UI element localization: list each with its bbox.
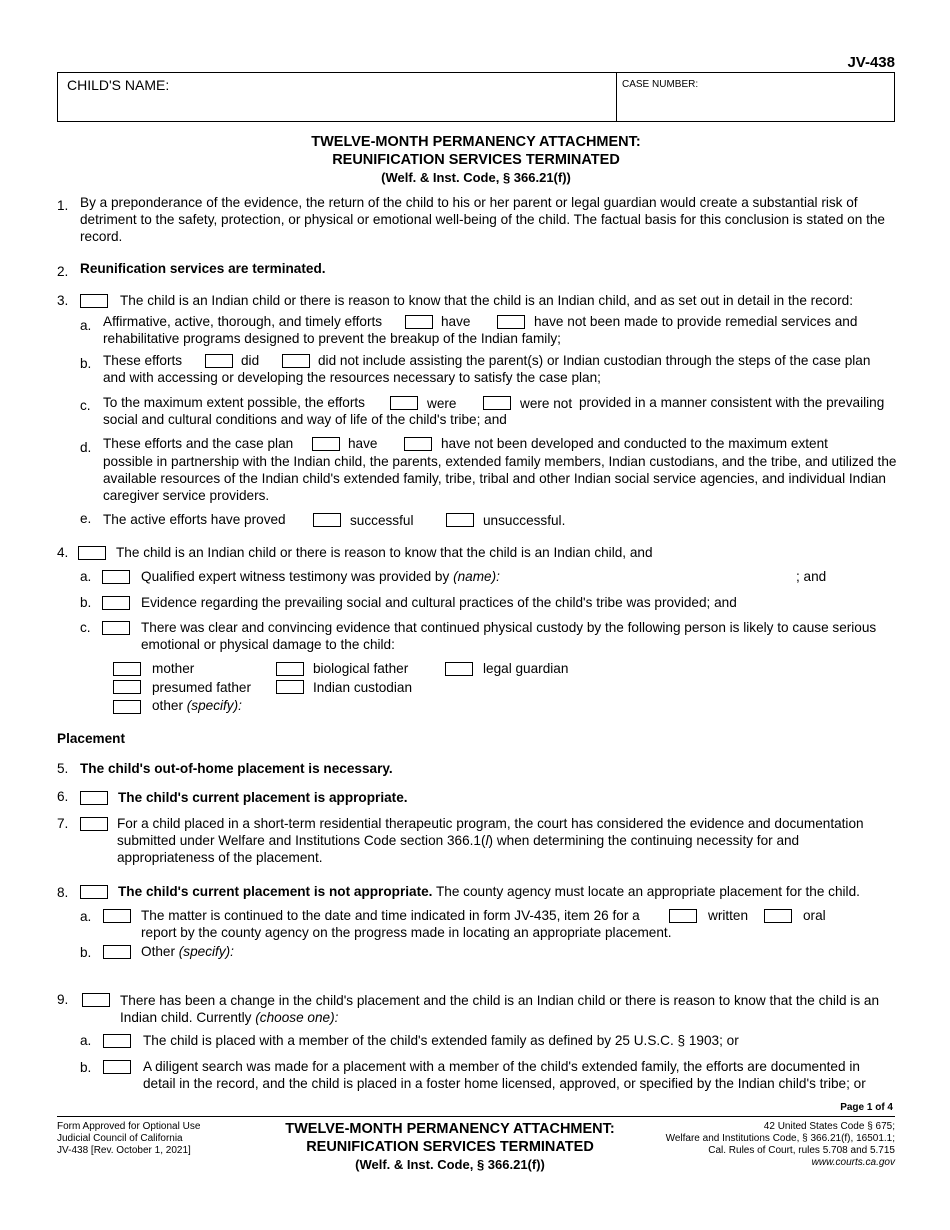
item-7-text-l: l: [485, 833, 489, 848]
other-person-text: other: [152, 698, 183, 713]
item-9b-text: A diligent search was made for a placement with a member of the child's extended family, the efforts are documented in detail in the record, and the child is placed in a foster home licensed, approved, or specified by the Indian child's tribe; or: [143, 1059, 866, 1091]
indian-custodian-label: Indian custodian: [313, 680, 413, 695]
item-8b-specify: (specify):: [178, 944, 234, 959]
item-3c-continuation: social and cultural conditions and way of life of the child's tribe; and: [103, 412, 507, 427]
item-4a-end: ; and: [796, 569, 827, 584]
item-3d-have-label: have: [348, 436, 378, 451]
item-4-checkbox[interactable]: [78, 546, 106, 560]
item-9b-checkbox[interactable]: [103, 1060, 131, 1074]
item-5-text: The child's out-of-home placement is necessary.: [80, 761, 393, 776]
title-line-1: TWELVE-MONTH PERMANENCY ATTACHMENT:: [311, 134, 641, 150]
item-4b-checkbox[interactable]: [102, 596, 130, 610]
item-7-text: [117, 815, 897, 866]
item-8b-text: [141, 944, 234, 959]
item-3d-have-not-checkbox[interactable]: [404, 437, 432, 451]
presumed-father-label: presumed father: [152, 680, 251, 695]
item-3a-label: a.: [80, 318, 92, 333]
item-8a-checkbox[interactable]: [103, 909, 131, 923]
item-3d-label: d.: [80, 440, 92, 455]
mother-label: mother: [152, 661, 195, 676]
other-person-label: [152, 698, 242, 713]
item-3d-have-checkbox[interactable]: [312, 437, 340, 451]
item-4-text: The child is an Indian child or there is reason to know that the child is an Indian child, and: [116, 545, 653, 560]
item-6-number: 6.: [57, 789, 69, 804]
item-3e-label: e.: [80, 511, 92, 526]
item-4-number: 4.: [57, 545, 69, 560]
item-9-choose: (choose one):: [255, 1010, 339, 1025]
item-3a-have-not-label: have not been made to provide remedial services and: [534, 314, 858, 329]
item-3e-successful-checkbox[interactable]: [313, 513, 341, 527]
child-name-label: CHILD'S NAME:: [67, 77, 170, 93]
footer-title-line-2: REUNIFICATION SERVICES TERMINATED: [306, 1139, 594, 1155]
item-8a-oral-checkbox[interactable]: [764, 909, 792, 923]
item-8a-label: a.: [80, 909, 92, 924]
footer-left-line-2: Judicial Council of California: [57, 1133, 183, 1144]
item-8-text: [118, 884, 860, 899]
item-7-checkbox[interactable]: [80, 817, 108, 831]
item-3e-unsuccessful-label: unsuccessful.: [483, 513, 566, 528]
item-3-checkbox[interactable]: [80, 294, 108, 308]
item-9b-label: b.: [80, 1060, 92, 1075]
item-8-number: 8.: [57, 885, 69, 900]
item-6-text: The child's current placement is appropriate.: [118, 790, 408, 805]
item-3c-text: To the maximum extent possible, the efforts: [103, 395, 365, 410]
courts-website-link[interactable]: www.courts.ca.gov: [811, 1157, 895, 1168]
item-4a-checkbox[interactable]: [102, 570, 130, 584]
form-id: JV-438: [847, 54, 895, 71]
other-person-specify: (specify):: [186, 698, 242, 713]
item-1-number: 1.: [57, 198, 69, 213]
footer-right: [666, 1121, 895, 1169]
footer-title-line-3: (Welf. & Inst. Code, § 366.21(f)): [355, 1157, 545, 1172]
item-8-bold: The child's current placement is not appropriate.: [118, 884, 433, 899]
item-3a-have-not-checkbox[interactable]: [497, 315, 525, 329]
case-number-label: CASE NUMBER:: [622, 79, 699, 90]
item-3e-successful-label: successful: [350, 513, 414, 528]
item-4b-text: Evidence regarding the prevailing social and cultural practices of the child's tribe was provided; and: [141, 595, 737, 610]
item-3d-have-not-label: have not been developed and conducted to the maximum extent: [441, 436, 828, 451]
item-3b-did-not-checkbox[interactable]: [282, 354, 310, 368]
item-4a-label: a.: [80, 569, 92, 584]
item-3a-have-checkbox[interactable]: [405, 315, 433, 329]
item-3b-did-checkbox[interactable]: [205, 354, 233, 368]
legal-guardian-checkbox[interactable]: [445, 662, 473, 676]
item-4c-label: c.: [80, 620, 91, 635]
item-5-number: 5.: [57, 761, 69, 776]
mother-checkbox[interactable]: [113, 662, 141, 676]
footer-left-line-1: Form Approved for Optional Use: [57, 1121, 201, 1132]
item-2-number: 2.: [57, 264, 69, 279]
item-4c-text: There was clear and convincing evidence that continued physical custody by the following person is likely to cause serious emotional or physical damage to the child:: [141, 620, 877, 652]
item-3b-continuation: and with accessing or developing the resources necessary to satisfy the case plan;: [103, 370, 601, 385]
footer-title: [240, 1120, 660, 1174]
item-3b-did-not-label: did not include assisting the parent(s) or Indian custodian through the steps of the case plan: [318, 353, 871, 368]
item-4a-name-prompt: (name):: [453, 569, 500, 584]
biological-father-label: biological father: [313, 661, 409, 676]
indian-custodian-checkbox[interactable]: [276, 680, 304, 694]
item-9a-label: a.: [80, 1033, 92, 1048]
footer-right-line-1: 42 United States Code § 675;: [763, 1121, 895, 1132]
item-8a-text: The matter is continued to the date and time indicated in form JV-435, item 26 for a: [141, 908, 640, 923]
item-7-text-pre: For a child placed in a short-term residential therapeutic program, the court has considered the evidence and documentation submitted under Welfare and Institutions Code section 366.1(: [117, 816, 864, 848]
item-9-text: [120, 992, 895, 1026]
item-3b-text: These efforts: [103, 353, 183, 368]
title-line-2: REUNIFICATION SERVICES TERMINATED: [332, 152, 620, 168]
item-3c-were-not-checkbox[interactable]: [483, 396, 511, 410]
item-8b-label: b.: [80, 945, 92, 960]
item-3d-text: These efforts and the case plan: [103, 436, 294, 451]
item-6-checkbox[interactable]: [80, 791, 108, 805]
item-3c-were-label: were: [427, 396, 457, 411]
item-9-text-main: There has been a change in the child's placement and the child is an Indian child or there is reason to know that the child is an Indian child. Currently: [120, 993, 880, 1025]
item-7-text-post: ) when determining the continuing necessity for and appropriateness of the placement.: [117, 833, 800, 865]
item-3c-were-not-label: were not: [520, 396, 573, 411]
placement-heading: Placement: [57, 731, 126, 746]
item-3e-text: The active efforts have proved: [103, 512, 286, 527]
item-1-text: By a preponderance of the evidence, the return of the child to his or her parent or legal guardian would create a substantial risk of detriment to the safety, protection, or physical or emotional well-being of the child. The factual basis for this conclusion is stated on the record.: [80, 195, 885, 244]
footer-left: [57, 1121, 200, 1157]
item-8a-written-label: written: [708, 908, 749, 923]
item-2-text: Reunification services are terminated.: [80, 261, 326, 276]
biological-father-checkbox[interactable]: [276, 662, 304, 676]
item-3-number: 3.: [57, 293, 69, 308]
item-8a-oral-label: oral: [803, 908, 826, 923]
item-4b-label: b.: [80, 595, 92, 610]
footer-right-line-3: Cal. Rules of Court, rules 5.708 and 5.715: [708, 1145, 895, 1156]
legal-guardian-label: legal guardian: [483, 661, 569, 676]
item-7-number: 7.: [57, 816, 69, 831]
item-4c-checkbox[interactable]: [102, 621, 130, 635]
item-8a-written-checkbox[interactable]: [669, 909, 697, 923]
item-8b-checkbox[interactable]: [103, 945, 131, 959]
item-8-rest: The county agency must locate an appropriate placement for the child.: [435, 884, 860, 899]
caption-box: [57, 72, 895, 122]
form-title: [0, 133, 950, 187]
item-9a-text: The child is placed with a member of the child's extended family as defined by 25 U.S.C. § 1903; or: [143, 1033, 739, 1048]
page-number: Page 1 of 4: [840, 1102, 893, 1113]
item-3c-post-text: provided in a manner consistent with the prevailing: [579, 395, 885, 410]
footer-title-line-1: TWELVE-MONTH PERMANENCY ATTACHMENT:: [285, 1121, 615, 1137]
item-3c-label: c.: [80, 398, 91, 413]
item-3b-did-label: did: [241, 353, 260, 368]
item-4a-text-main: Qualified expert witness testimony was provided by: [141, 569, 450, 584]
item-9-number: 9.: [57, 992, 69, 1007]
footer-right-line-2: Welfare and Institutions Code, § 366.21(f), 16501.1;: [665, 1133, 895, 1144]
caption-divider: [616, 73, 617, 121]
footer-left-line-3: JV-438 [Rev. October 1, 2021]: [57, 1145, 191, 1156]
item-3c-were-checkbox[interactable]: [390, 396, 418, 410]
item-9-checkbox[interactable]: [82, 993, 110, 1007]
item-8-checkbox[interactable]: [80, 885, 108, 899]
other-person-checkbox[interactable]: [113, 700, 141, 714]
item-3-text: The child is an Indian child or there is reason to know that the child is an Indian child, and as set out in detail in the record:: [120, 293, 853, 308]
item-3a-text: Affirmative, active, thorough, and timely efforts: [103, 314, 383, 329]
presumed-father-checkbox[interactable]: [113, 680, 141, 694]
title-line-3: (Welf. & Inst. Code, § 366.21(f)): [381, 170, 571, 185]
item-3d-continuation: possible in partnership with the Indian child, the parents, extended family members, Indian custodians, and the tribe, and utilized the available resources of the Indian child's extended family, tribe, tribal and other Indian social service agencies, and individual Indian caregiver service providers.: [103, 454, 897, 503]
item-3b-label: b.: [80, 356, 92, 371]
item-3a-have-label: have: [441, 314, 471, 329]
footer-rule: [57, 1116, 895, 1117]
item-3e-unsuccessful-checkbox[interactable]: [446, 513, 474, 527]
item-3a-continuation: rehabilitative programs designed to prevent the breakup of the Indian family;: [103, 331, 561, 346]
item-8b-other: Other: [141, 944, 175, 959]
item-9a-checkbox[interactable]: [103, 1034, 131, 1048]
item-4a-text: [141, 569, 500, 584]
item-8a-continuation: report by the county agency on the progress made in locating an appropriate placement.: [141, 925, 672, 940]
